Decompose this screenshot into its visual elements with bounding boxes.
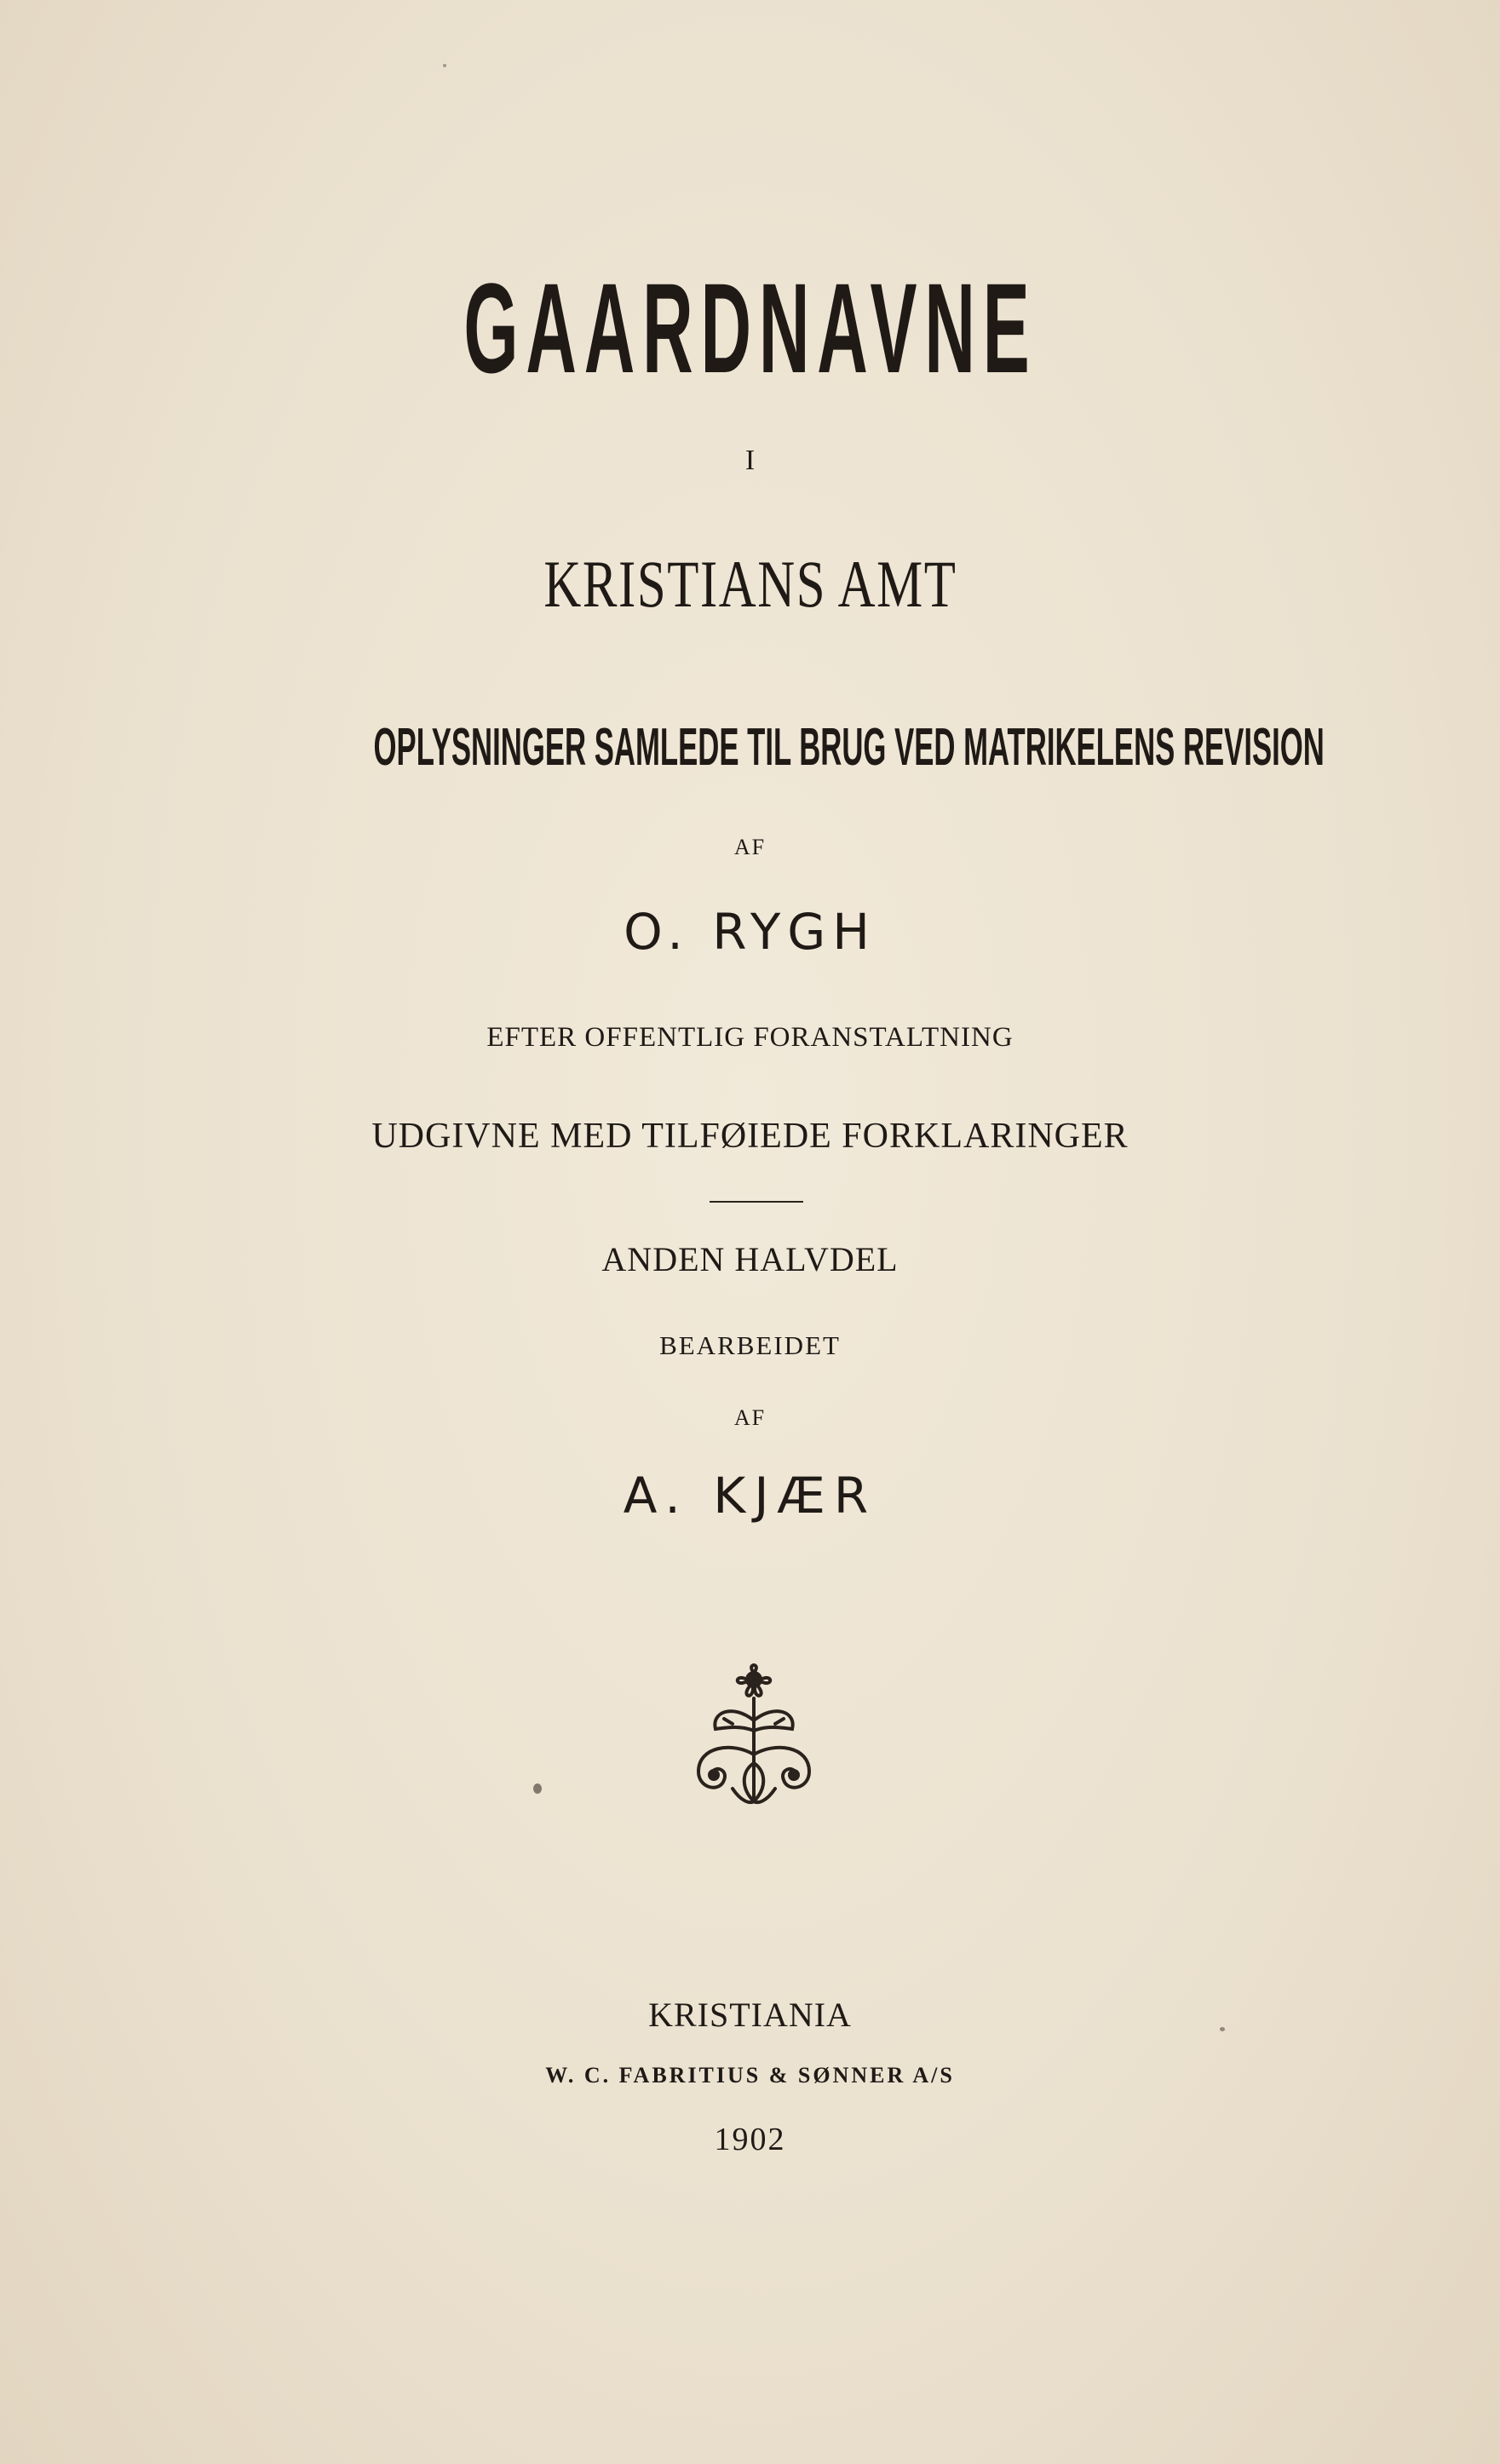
- floral-ornament-icon: [681, 1661, 826, 1810]
- paper-speck: [533, 1783, 542, 1794]
- subtitle: [0, 714, 1500, 782]
- imprint-place: KRISTIANIA: [648, 1996, 852, 2034]
- by-label-2: AF: [733, 1405, 767, 1430]
- arrangement-line: EFTER OFFENTLIG FORANSTALTNING: [486, 1022, 1014, 1053]
- paper-speck: [1220, 2027, 1225, 2031]
- by-label-1: AF: [733, 835, 767, 859]
- edited-label: BEARBEIDET: [659, 1330, 841, 1360]
- volume-label: ANDEN HALVDEL: [601, 1240, 899, 1278]
- paper-speck: [443, 64, 446, 67]
- author-secondary: A. KJÆR: [623, 1467, 877, 1525]
- author-primary: O. RYGH: [624, 903, 876, 961]
- region-title-text: KRISTIANS AMT: [543, 547, 957, 621]
- edition-note: UDGIVNE MED TILFØIEDE FORKLARINGER: [371, 1117, 1129, 1156]
- main-title-text: GAARDNAVNE: [463, 256, 1037, 399]
- main-title: [0, 256, 1500, 400]
- region-title: [0, 542, 1500, 627]
- imprint-year: 1902: [714, 2122, 786, 2157]
- imprint-publisher: W. C. FABRITIUS & SØNNER A/S: [545, 2063, 955, 2088]
- subtitle-text: OPLYSNINGER SAMLEDE TIL BRUG VED MATRIKELENS REVISION: [373, 718, 1325, 777]
- preposition: I: [744, 445, 756, 476]
- divider-rule: [710, 1201, 803, 1203]
